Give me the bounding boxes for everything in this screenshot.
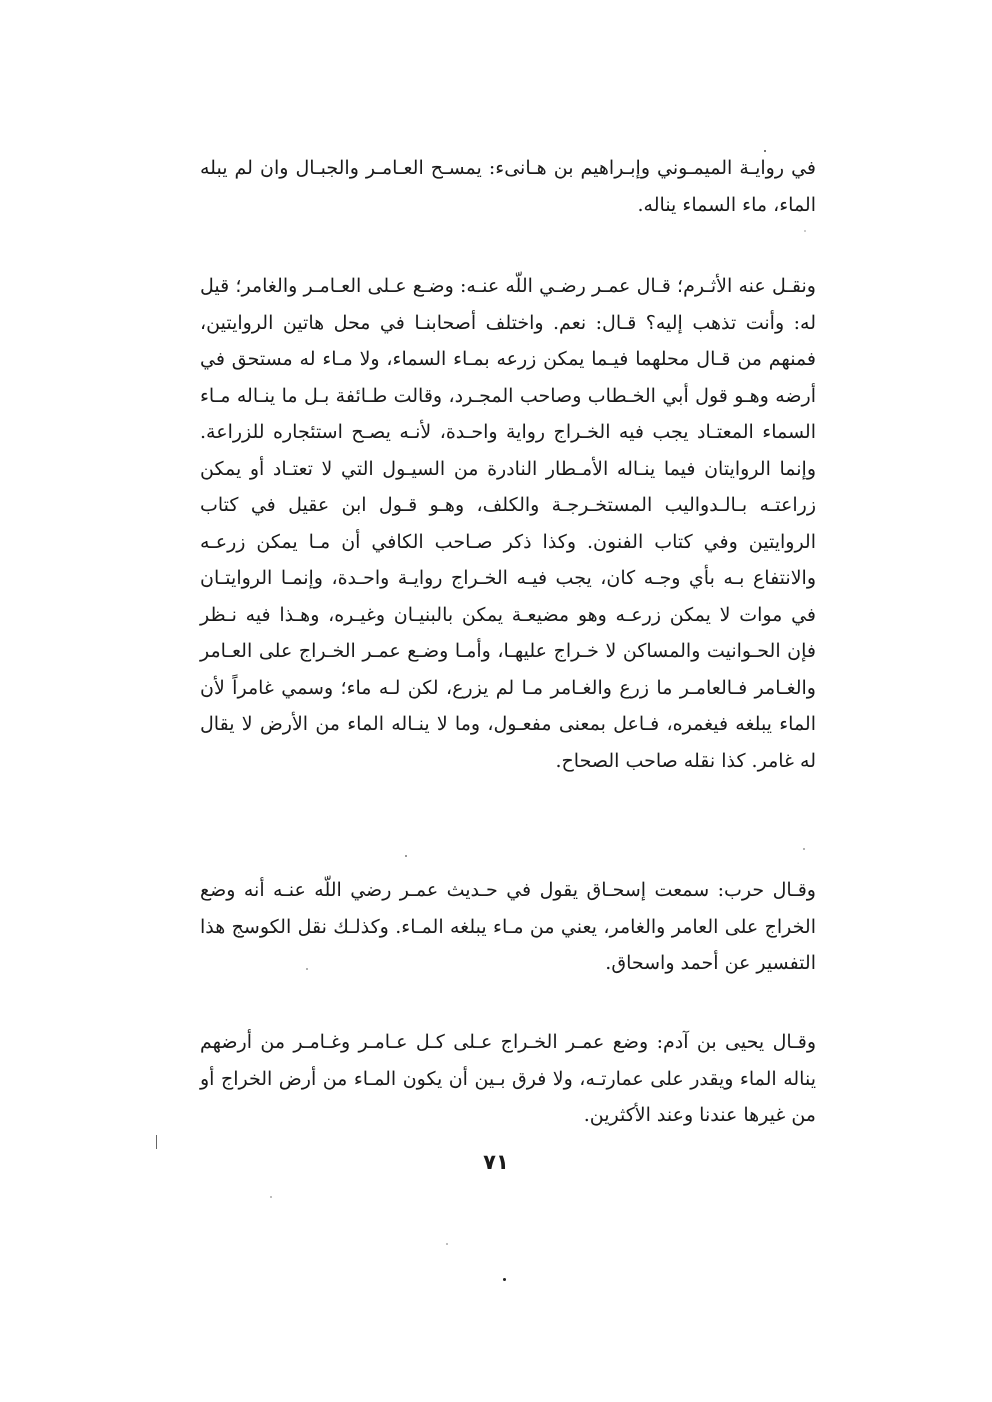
scan-speck	[804, 230, 806, 232]
scan-speck	[764, 150, 766, 152]
paragraph-1: في روايـة الميمـوني وإبـراهيم بن هـانىء: يمسـح العـامـر والجبـال وان لم يبله الماء، ماء السماء يناله.	[200, 157, 816, 216]
scan-speck	[270, 1196, 272, 1198]
scan-speck	[405, 855, 407, 857]
scan-speck	[803, 848, 805, 850]
paragraph-2: ونقـل عنه الأثـرم؛ قـال عمـر رضـي اللّه عنـه: وضـع عـلى العـامـر والغامر؛ قيل له: وأنت تذهب إليه؟ قـال: نعم. واختلف أصحابنـا في محل هاتين الروايتين، فمنهم من قـال محلهما فيـما يمكن زرعه بمـاء السماء، ولا مـاء له مستحق في أرضه وهـو قول أبي الخـطاب وصاحب المجـرد، وقالت طـائفة بـل ما ينـاله مـاء السماء المعتـاد يجب فيه الخـراج رواية واحـدة، لأنـه يصـح استئجاره للزراعة. وإنما الروايتان فيما ينـاله الأمـطار النادرة من السيـول التي لا تعتـاد أو يمكن زراعتـه بـالـدواليب المستخـرجـة والكلف، وهـو قـول ابن عقيل في كتاب الروايتين وفي كتاب الفنون. وكذا ذكر صـاحب الكافي أن مـا يمكن زرعـه والانتفاع بـه بأي وجـه كان، يجب فيـه الخـراج روايـة واحـدة، وإنمـا الروايتـان في موات لا يمكن زرعـه وهو مضيعـة يمكن بالبنيـان وغيـره، وهـذا فيه نـظر فإن الحـوانيت والمساكن لا خـراج عليهـا، وأمـا وضـع عمـر الخـراج على العـامر والغـامر فـالعامـر ما زرع والغـامر مـا لم يزرع، لكن لـه ماء؛ وسمي غامراً لأن الماء يبلغه فيغمره، فـاعل بمعنى مفعـول، وما لا ينـاله الماء من الأرض لا يقال له غامر. كذا نقله صاحب الصحاح.	[200, 275, 816, 772]
scan-speck	[446, 1243, 448, 1245]
paragraph-4: وقـال يحيى بن آدم: وضع عمـر الخـراج عـلى كـل عـامـر وغـامـر من أرضهم يناله الماء ويقدر على عمارتـه، ولا فرق بـين أن يكون المـاء من أرض الخراج أو من غيرها عندنا وعند الأكثرين.	[200, 1031, 816, 1126]
page-number: ٧١	[483, 1150, 509, 1174]
scan-speck	[503, 1278, 506, 1281]
scan-mark	[156, 1135, 157, 1149]
paragraph-3: وقـال حرب: سمعت إسحـاق يقول في حـديث عمـر رضي اللّه عنـه أنه وضع الخراج على العامر والغامر، يعني من مـاء يبلغه المـاء. وكذلـك نقل الكوسج هذا التفسير عن أحمد واسحاق.	[200, 879, 816, 974]
scan-speck	[306, 968, 308, 970]
